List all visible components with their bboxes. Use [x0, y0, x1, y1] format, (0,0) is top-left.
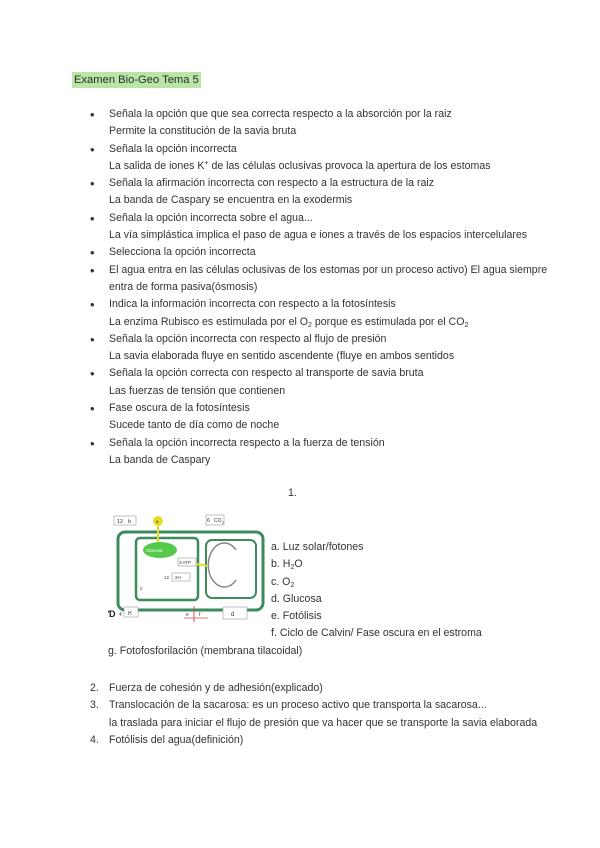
svg-text:3 ATP: 3 ATP — [179, 560, 191, 565]
question-text: Fase oscura de la fotosíntesis — [109, 402, 250, 415]
option-a: a. Luz solar/fotones — [271, 541, 364, 553]
question-text: Indica la información incorrecta con respecto a la fotosíntesis — [109, 298, 396, 311]
list-item-detail: la traslada para iniciar el flujo de presión que va hacer que se transporte la savia elaborada — [109, 716, 538, 729]
svg-text:b: b — [128, 519, 132, 525]
svg-text:f: f — [199, 612, 201, 618]
svg-text:c: c — [140, 586, 143, 592]
list-item: • Fase oscura de la fotosíntesis Sucede tanto de día como de noche — [90, 400, 550, 435]
svg-text:Ɗ: Ɗ — [108, 609, 116, 619]
svg-text:d: d — [231, 612, 235, 618]
option-b: b. $H_2O$ — [271, 558, 303, 572]
question-text: Selecciona la opción incorrecta — [109, 246, 256, 259]
list-item: 3. Translocación de la sacarosa: es un proceso activo que transporta la sacarosa... — [90, 699, 487, 712]
svg-text:2: 2 — [222, 521, 224, 525]
answer-text: La savia elaborada fluye en sentido ascendente (fluye en ambos sentidos — [109, 350, 455, 363]
option-f: f. Ciclo de Calvin/ Fase oscura en el estroma — [271, 627, 482, 640]
answer-text: La salida de iones K+ de las células oclusivas provoca la apertura de los estomas — [109, 159, 491, 172]
svg-text:6: 6 — [207, 518, 211, 524]
answer-text: Sucede tanto de día como de noche — [109, 419, 280, 432]
question-text: Señala la opción correcta con respecto al transporte de savia bruta — [109, 367, 424, 380]
answer-text: Las fuerzas de tensión que contienen — [109, 384, 286, 397]
answer-text: La banda de Caspary se encuentra en la exodermis — [109, 194, 353, 207]
numbered-list — [90, 680, 540, 749]
svg-text:4: 4 — [119, 612, 122, 618]
photosynthesis-diagram — [108, 510, 268, 625]
svg-text:Glucosa: Glucosa — [146, 548, 163, 553]
figure-number: 1. — [288, 487, 297, 499]
question-text: Señala la afirmación incorrecta con respecto a la estructura de la raiz — [109, 177, 435, 190]
option-e: e. Fotólisis — [271, 610, 322, 623]
list-item: • Señala la opción incorrecta con respecto al flujo de presión La savia elaborada fluye en sentido ascendente (fluye en ambos sentidos — [90, 331, 550, 366]
option-d: d. Glucosa — [271, 592, 322, 605]
figure-options — [271, 539, 482, 643]
list-item: • Señala la opción incorrecta respecto a la fuerza de tensión La banda de Caspary — [90, 435, 550, 470]
list-item: • Señala la opción incorrecta sobre el agua... La vía simplástica implica el paso de agua e iones a través de los espacios intercelulares — [90, 210, 550, 245]
svg-text:e: e — [186, 612, 189, 618]
list-item: • Señala la opción que que sea correcta respecto a la absorción por la raiz Permite la constitución de la savia bruta — [90, 106, 550, 141]
svg-text:12: 12 — [117, 519, 124, 525]
option-c: c. $O_2$ — [271, 575, 295, 589]
answer-text: La enzima Rubisco es estimulada por el $O_2$ porque es estimulada por el $CO_2$ — [109, 315, 469, 329]
answer-text: La banda de Caspary — [109, 453, 211, 466]
page-title: Examen Bio-Geo Tema 5 — [74, 74, 199, 86]
svg-text:2H: 2H — [175, 575, 181, 580]
svg-text:H: H — [128, 611, 132, 617]
answer-text: Permite la constitución de la savia bruta — [109, 125, 297, 138]
list-item: • Selecciona la opción incorrecta — [90, 245, 256, 261]
list-item: 2. Fuerza de cohesión y de adhesión(explicado) — [90, 682, 323, 694]
svg-text:a: a — [156, 519, 159, 524]
list-item: • Señala la opción correcta con respecto al transporte de savia bruta Las fuerzas de tensión que contienen — [90, 365, 550, 400]
list-item: • Indica la información incorrecta con respecto a la fotosíntesis La enzima Rubisco es estimulada por el $O_2$ porque es estimulada por el $CO_2$ — [90, 296, 550, 331]
question-text: Señala la opción incorrecta — [109, 142, 237, 155]
list-item: • Señala la opción incorrecta La salida de iones K+ de las células oclusivas provoca la apertura de los estomas — [90, 141, 550, 176]
option-g: g. Fotofosforilación (membrana tilacoidal) — [108, 645, 303, 657]
question-text: El agua entra en las células oclusivas de los estomas por un proceso activo) El agua siempre entra de forma pasiva(ósmosis) — [109, 263, 548, 293]
list-item: 4. Fotólisis del agua(definición) — [90, 733, 244, 746]
svg-text:12: 12 — [164, 575, 170, 580]
answer-text: La vía simplástica implica el paso de agua e iones a través de los espacios intercelulares — [109, 229, 528, 242]
svg-text:CO: CO — [214, 518, 222, 524]
list-item: • Señala la afirmación incorrecta con respecto a la estructura de la raiz La banda de Caspary se encuentra en la exodermis — [90, 175, 550, 210]
question-list — [90, 106, 550, 469]
list-item: • El agua entra en las células oclusivas de los estomas por un proceso activo) El agua siempre entra de forma pasiva(ósmosis) — [90, 262, 548, 293]
question-text: Señala la opción que que sea correcta respecto a la absorción por la raiz — [109, 108, 452, 120]
question-text: Señala la opción incorrecta con respecto al flujo de presión — [109, 332, 387, 345]
question-text: Señala la opción incorrecta respecto a la fuerza de tensión — [109, 436, 385, 449]
question-text: Señala la opción incorrecta sobre el agua... — [109, 211, 313, 224]
